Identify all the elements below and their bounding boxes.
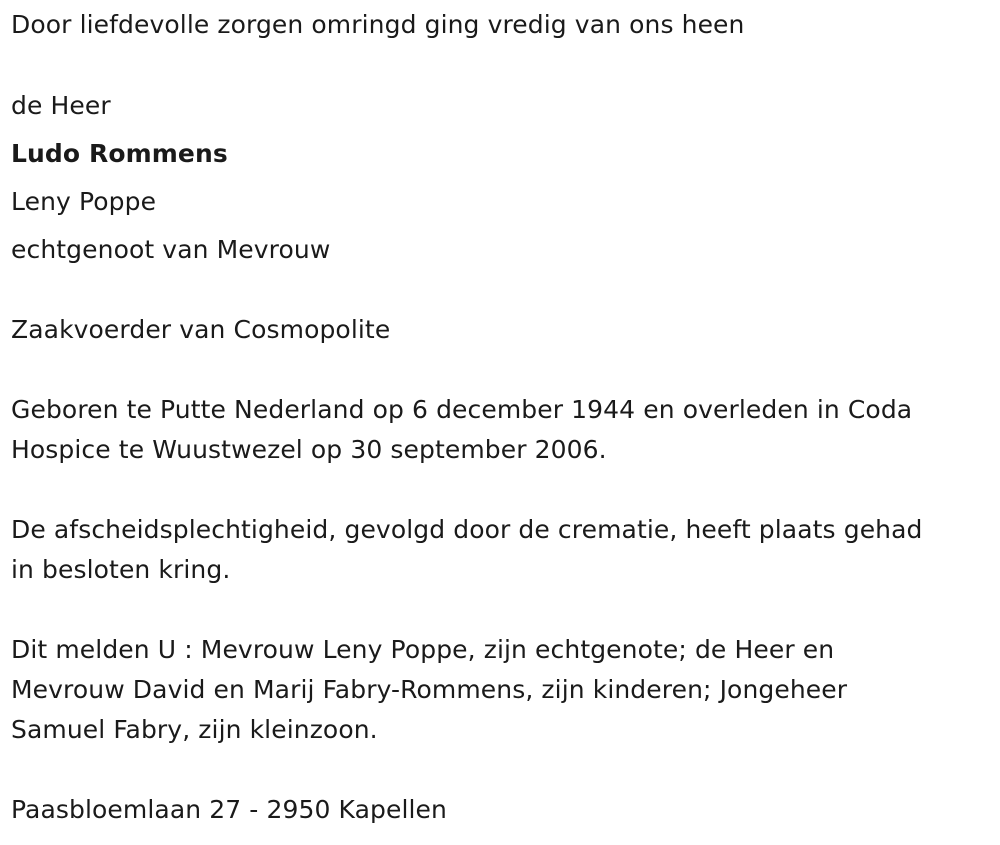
spouse-name: Leny Poppe [11, 187, 157, 216]
announcement-line-3: Samuel Fabry, zijn kleinzoon. [11, 715, 378, 744]
occupation: Zaakvoerder van Cosmopolite [11, 315, 391, 344]
deceased-name: Ludo Rommens [11, 139, 228, 168]
birth-death-line-1: Geboren te Putte Nederland op 6 december 1944 en overleden in Coda [11, 395, 913, 424]
ceremony-line-2: in besloten kring. [11, 555, 231, 584]
intro-text: Door liefdevolle zorgen omringd ging vredig van ons heen [11, 10, 745, 39]
spouse-relation: echtgenoot van Mevrouw [11, 235, 331, 264]
salutation: de Heer [11, 91, 111, 120]
announcement-line-2: Mevrouw David en Marij Fabry-Rommens, zijn kinderen; Jongeheer [11, 675, 848, 704]
birth-death-line-2: Hospice te Wuustwezel op 30 september 2006. [11, 435, 607, 464]
ceremony-line-1: De afscheidsplechtigheid, gevolgd door de crematie, heeft plaats gehad [11, 515, 923, 544]
announcement-line-1: Dit melden U : Mevrouw Leny Poppe, zijn echtgenote; de Heer en [11, 635, 835, 664]
address: Paasbloemlaan 27 - 2950 Kapellen [11, 795, 447, 824]
